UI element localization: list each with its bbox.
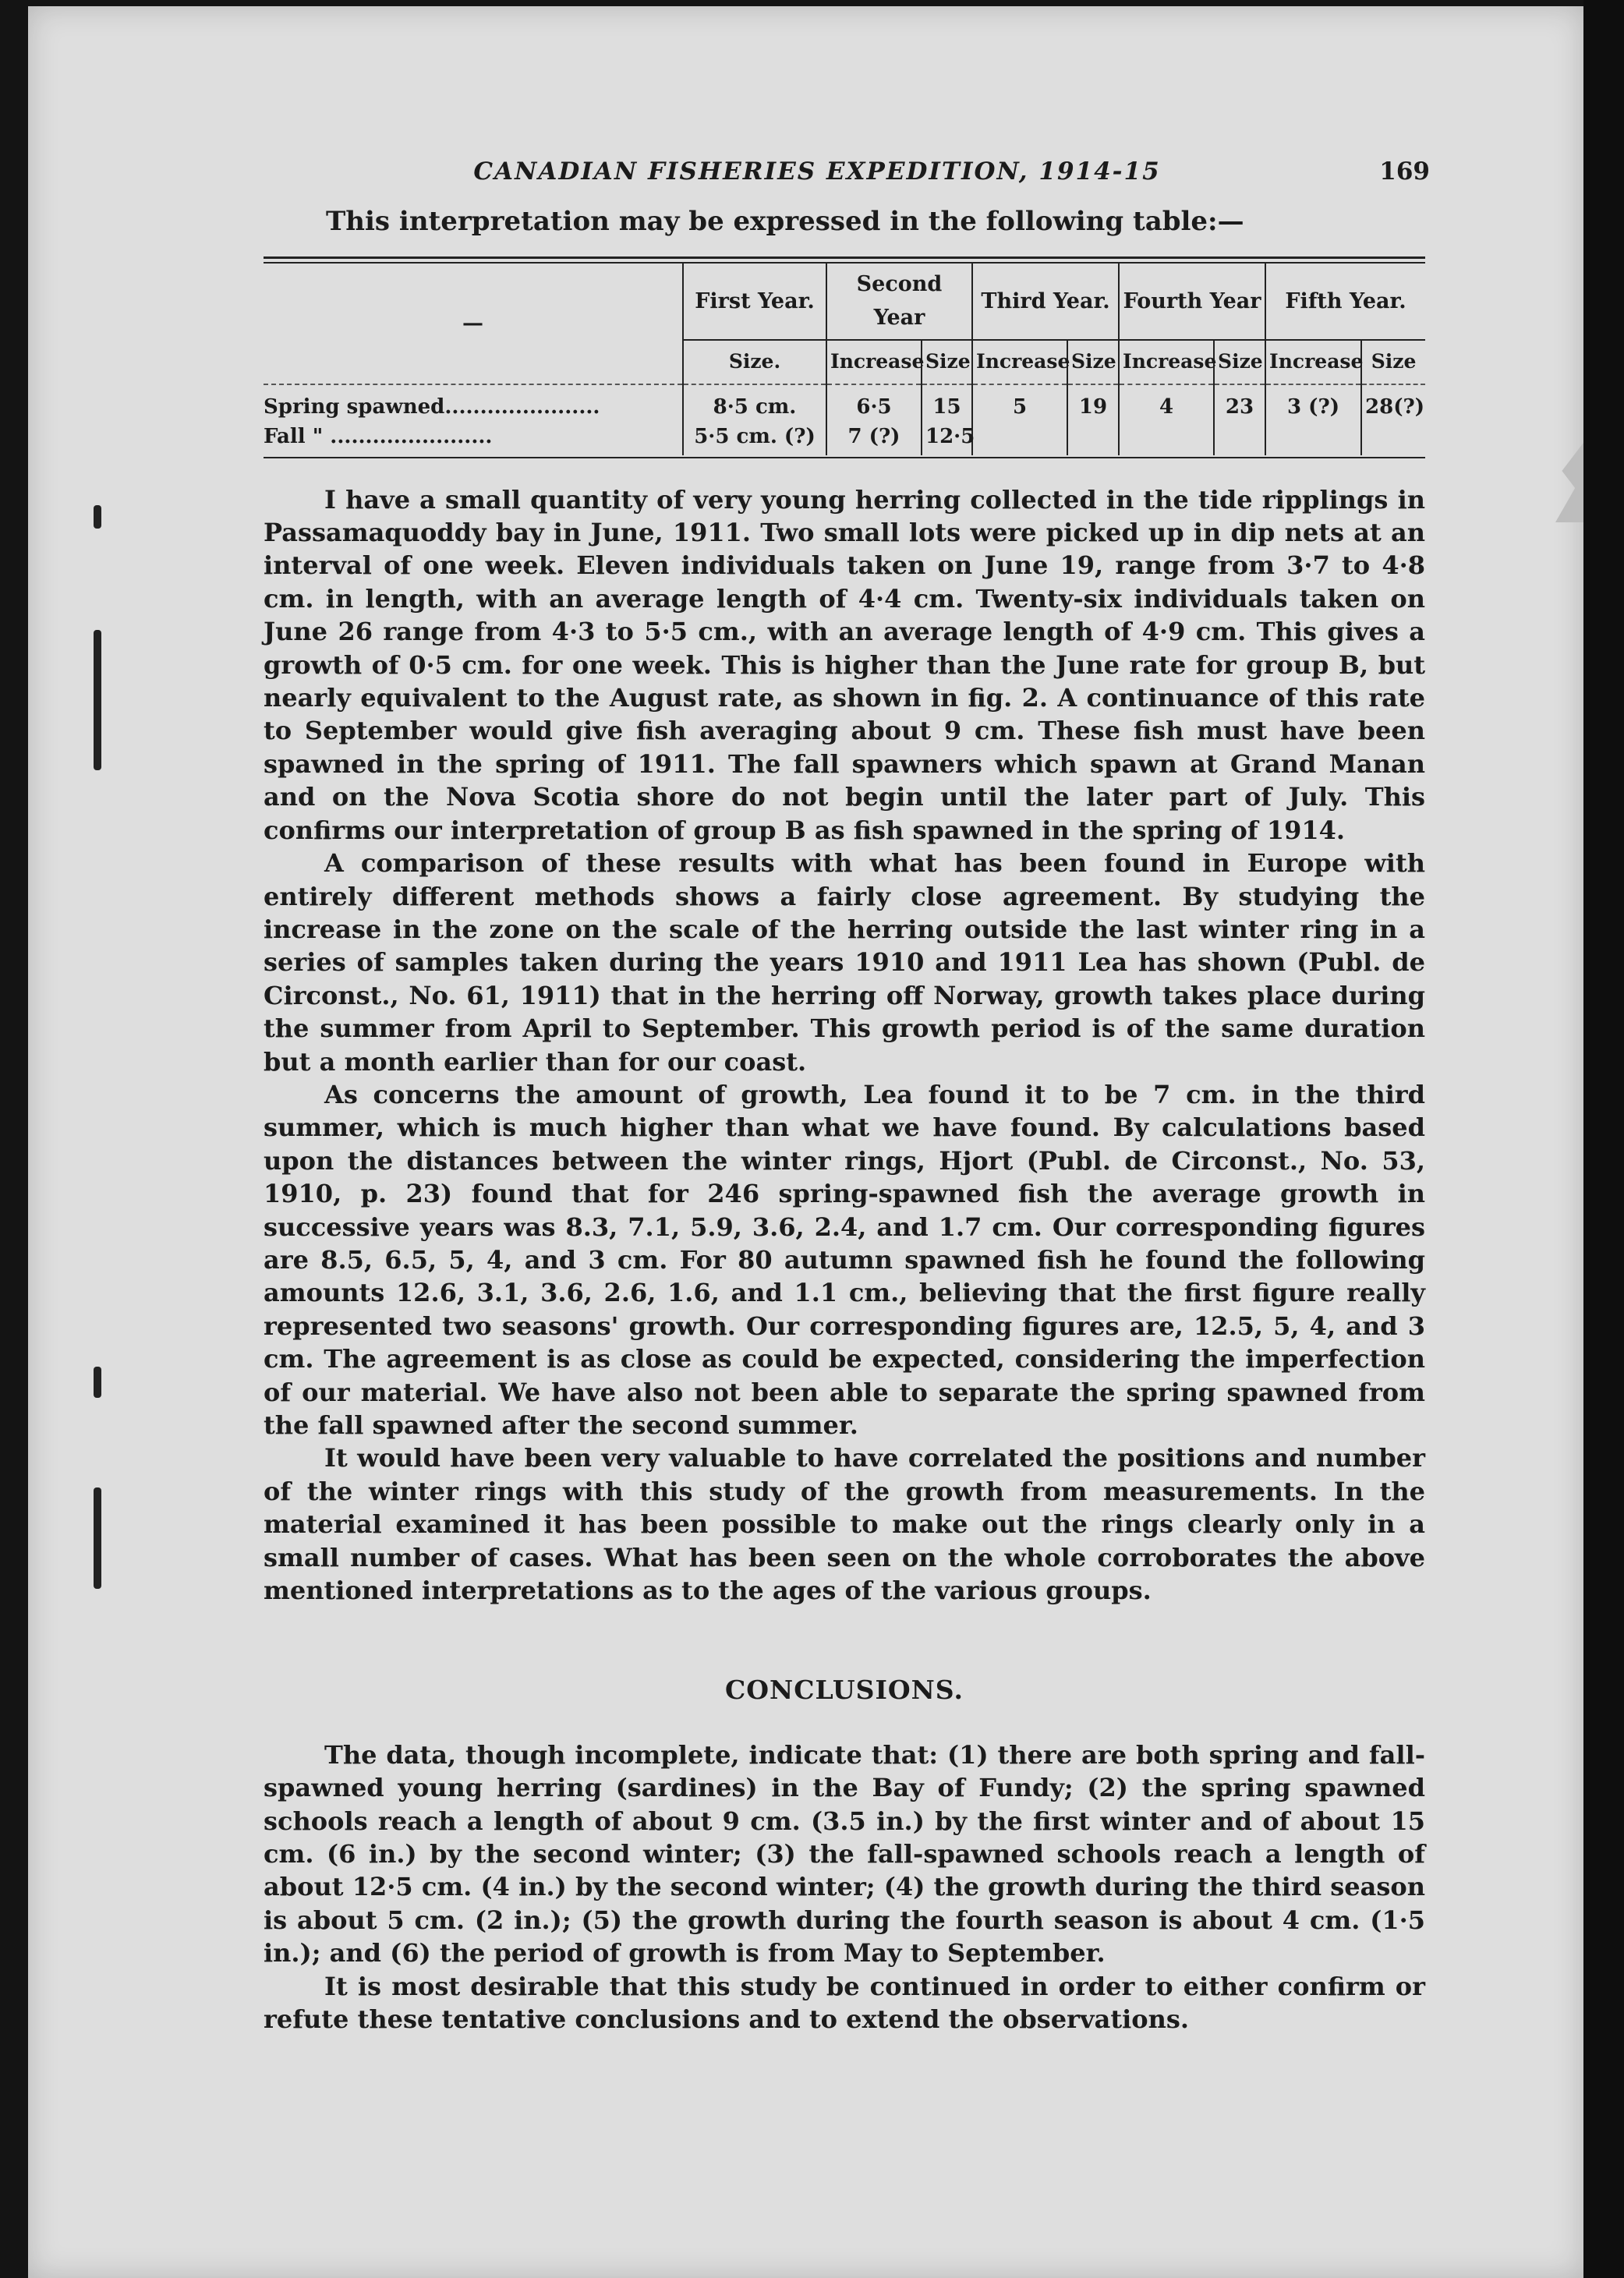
body-paragraph: As concerns the amount of growth, Lea found it to be 7 cm. in the third summer, which is much higher than what we have found. By calculations based upon the distances between the winter rings, Hjort (Publ. de Circonst., No. 53, 1910, p. 23) found that for 246 spring-spawned fish the average growth in successive years was 8.3, 7.1, 5.9, 3.6, 2.4, and 1.7 cm. Our corresponding figures are 8.5, 6.5, 5, 4, and 3 cm. For 80 autumn spawned fish he found the following amounts 12.6, 3.1, 3.6, 2.6, 1.6, and 1.1 cm., believing that the first figure really represented two seasons' growth. Our corresponding figures are, 12.5, 5, 4, and 3 cm. The agreement is as close as could be expected, considering the imperfection of our material. We have also not been able to separate the spring spawned from the fall spawned after the second summer. bbox=[264, 1079, 1425, 1440]
table-stub-header: — bbox=[462, 310, 483, 335]
table-cell: 4 bbox=[1119, 384, 1214, 426]
row-label: Spring spawned...................... bbox=[264, 394, 600, 419]
body-paragraph: I have a small quantity of very young herring collected in the tide ripplings in Passamaquoddy bay in June, 1911. Two small lots were picked up in dip nets at an interval of one week. Eleven individuals taken on June 19, range from 3·7 to 4·8 cm. in length, with an average length of 4·4 cm. Twenty-six individuals taken on June 26 range from 4·3 to 5·5 cm., with an average length of 4·9 cm. This gives a growth of 0·5 cm. for one week. This is higher than the June rate for group B, but nearly equivalent to the August rate, as shown in fig. 2. A continuance of this rate to September would give fish averaging about 9 cm. These fish must have been spawned in the spring of 1911. The fall spawners which spawn at Grand Manan and on the Nova Scotia shore do not begin until the later part of July. This confirms our interpretation of group B as fish spawned in the spring of 1914. bbox=[264, 484, 1425, 845]
table-header-cell: Fourth Year bbox=[1119, 264, 1265, 340]
body-paragraph: A comparison of these results with what has been found in Europe with entirely different methods shows a fairly close agreement. By studying the increase in the zone on the scale of the herring outside the last winter ring in a series of samples taken during the years 1910 and 1911 Lea has shown (Publ. de Circonst., No. 61, 1911) that in the herring off Norway, growth takes place during the summer from April to September. This growth period is of the same duration but a month earlier than for our coast. bbox=[264, 848, 1425, 1077]
running-head bbox=[264, 152, 1430, 191]
table-subheader-cell: Increase bbox=[1265, 340, 1361, 384]
table-cell bbox=[1361, 426, 1425, 455]
document-content bbox=[264, 152, 1430, 2036]
running-head-title: CANADIAN FISHERIES EXPEDITION, 1914-15 bbox=[473, 157, 1161, 186]
page-number: 169 bbox=[1379, 157, 1430, 186]
table-top-rule bbox=[264, 256, 1425, 264]
table-cell: 6·5 bbox=[826, 384, 922, 426]
table-row bbox=[264, 426, 1425, 455]
table-cell: 5·5 cm. (?) bbox=[683, 426, 826, 455]
table-header-cell: Fifth Year. bbox=[1265, 264, 1425, 340]
binding-mark bbox=[94, 1487, 101, 1589]
scan-edge bbox=[1583, 0, 1624, 2278]
table-header-cell: Second Year bbox=[826, 264, 972, 340]
table-bottom-rule bbox=[264, 457, 1425, 458]
table-cell bbox=[1214, 426, 1265, 455]
table-cell bbox=[1265, 426, 1361, 455]
growth-table bbox=[264, 264, 1425, 455]
binding-mark bbox=[94, 630, 101, 770]
table-subheader-cell: Size bbox=[1361, 340, 1425, 384]
table-subheader-cell: Increase bbox=[1119, 340, 1214, 384]
table-row bbox=[264, 384, 1425, 426]
table-subheader-cell: Increase bbox=[826, 340, 922, 384]
conclusion-paragraph: It is most desirable that this study be continued in order to either confirm or refute these tentative conclusions and to extend the observations. bbox=[264, 1971, 1425, 2035]
table-cell: 12·5 bbox=[922, 426, 972, 455]
table-header-cell: First Year. bbox=[683, 264, 826, 340]
table-cell bbox=[972, 426, 1067, 455]
binding-mark bbox=[94, 1367, 101, 1398]
table-block bbox=[264, 256, 1425, 458]
row-label: Fall " ....................... bbox=[264, 425, 493, 448]
table-cell: 23 bbox=[1214, 384, 1265, 426]
table-header-cell: Third Year. bbox=[972, 264, 1119, 340]
table-subheader-cell: Size bbox=[922, 340, 972, 384]
section-heading: CONCLUSIONS. bbox=[725, 1675, 964, 1706]
table-subheader-cell: Increase bbox=[972, 340, 1067, 384]
table-cell: 15 bbox=[922, 384, 972, 426]
table-cell: 5 bbox=[972, 384, 1067, 426]
table-cell: 19 bbox=[1067, 384, 1119, 426]
table-subheader-cell: Size bbox=[1214, 340, 1265, 384]
table-intro: This interpretation may be expressed in the following table:— bbox=[326, 206, 1244, 237]
table-cell: 3 (?) bbox=[1265, 384, 1361, 426]
table-cell bbox=[1067, 426, 1119, 455]
table-subheader-cell: Size. bbox=[683, 340, 826, 384]
table-cell: 28(?) bbox=[1361, 384, 1425, 426]
table-subheader-cell: Size bbox=[1067, 340, 1119, 384]
body-paragraph: It would have been very valuable to have correlated the positions and number of the winter rings with this study of the growth from measurements. In the material examined it has been possible to make out the rings clearly only in a small number of cases. What has been seen on the whole corroborates the above mentioned interpretations as to the ages of the various groups. bbox=[264, 1443, 1425, 1606]
body-text bbox=[264, 483, 1425, 1608]
table-cell bbox=[1119, 426, 1214, 455]
conclusion-paragraph: The data, though incomplete, indicate that: (1) there are both spring and fall-spawned young herring (sardines) in the Bay of Fundy; (2) the spring spawned schools reach a length of about 9 cm. (3.5 in.) by the first winter and of about 15 cm. (6 in.) by the second winter; (3) the fall-spawned schools reach a length of about 12·5 cm. (4 in.) by the second winter; (4) the growth during the third season is about 5 cm. (2 in.); (5) the growth during the fourth season is about 4 cm. (1·5 in.); and (6) the period of growth is from May to September. bbox=[264, 1739, 1425, 1968]
binding-mark bbox=[94, 505, 101, 529]
table-cell: 7 (?) bbox=[826, 426, 922, 455]
table-year-header-row bbox=[264, 264, 1425, 340]
table-cell: 8·5 cm. bbox=[683, 384, 826, 426]
